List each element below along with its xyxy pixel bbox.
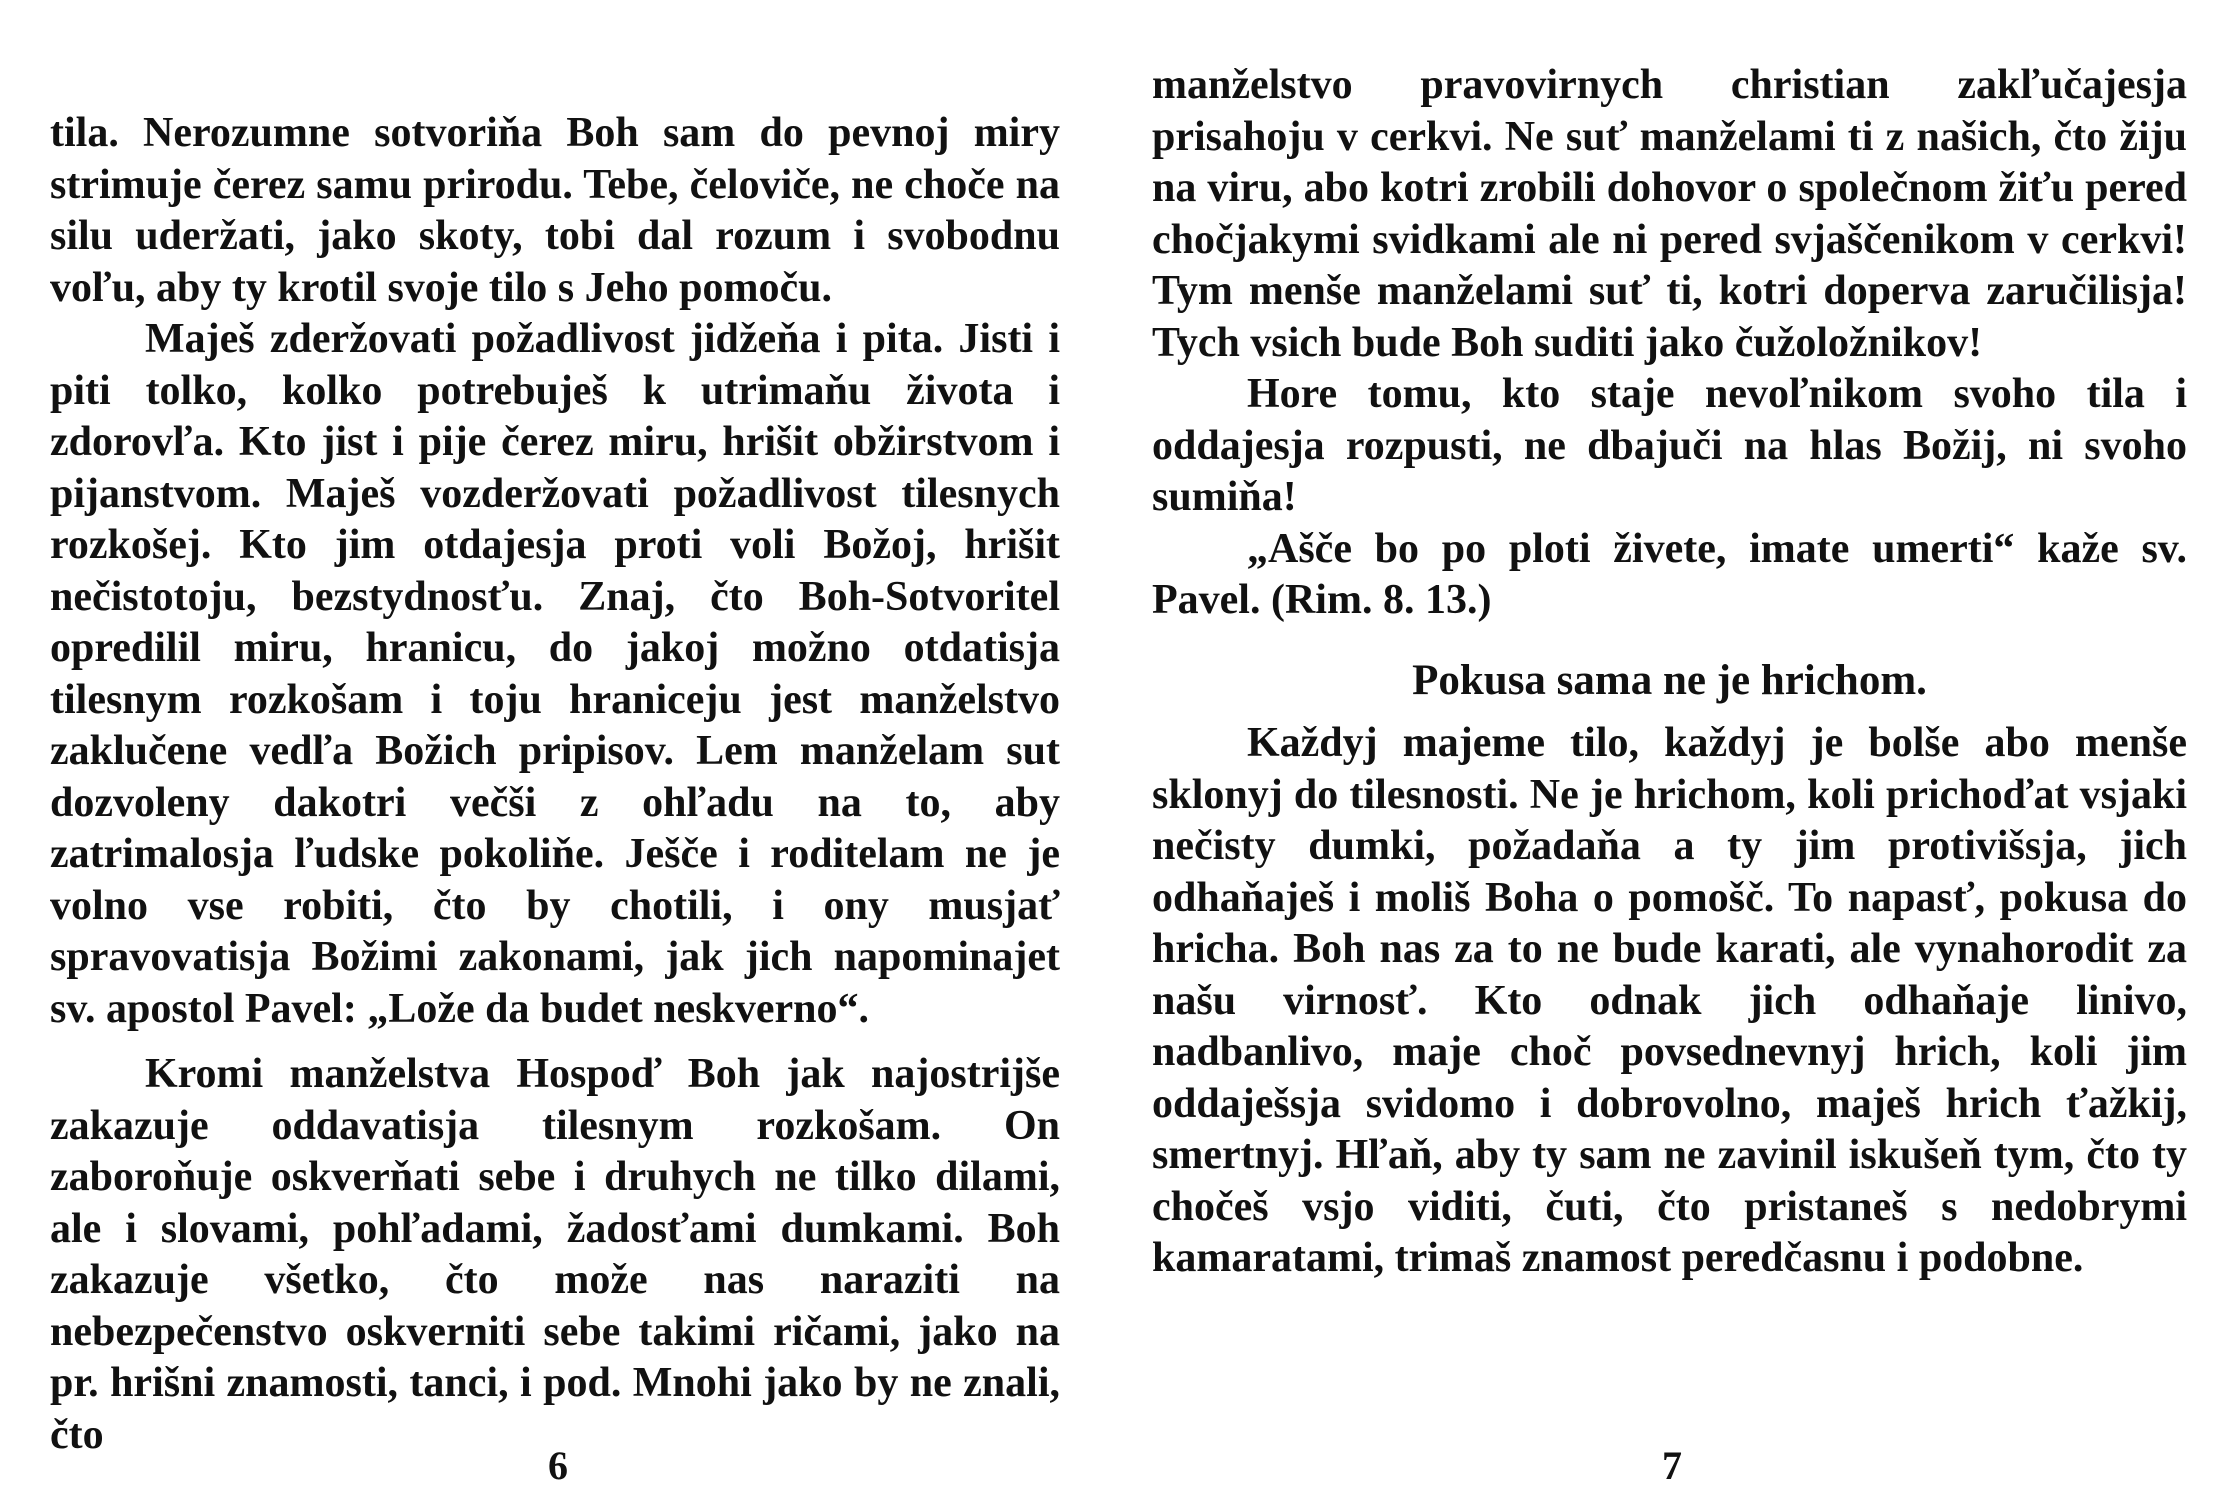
- section-heading: Pokusa sama ne je hrichom.: [1412, 656, 1927, 704]
- paragraph: tila. Nerozumne sotvoriňa Boh sam do pevnoj miry strimuje čerez samu prirodu. Tebe, čeloviče, ne choče na silu uderžati, jako skoty, tobi dal rozum i svobodnu voľu, aby ty krotil svoje tilo s Jeho pomoču.: [50, 110, 1060, 311]
- paragraph: „Ašče bo po ploti živete, imate umerti“ kaže sv. Pavel. (Rim. 8. 13.): [1152, 525, 2187, 623]
- paragraph: Maješ zderžovati požadlivost jidžeňa i pita. Jisti i piti tolko, kolko potrebuješ k utrimaňu života i zdorovľa. Kto jist i pije čerez miru, hrišit obžirstvom i pijanstvom. Maješ vozderžovati požadlivost tilesnych rozkošej. Kto jim otdajesja proti voli Božoj, hrišit nečistotoju, bezstydnosťu. Znaj, čto Boh-Sotvoritel opredilil miru, hranicu, do jakoj možno otdatisja tilesnym rozkošam i toju hraniceju jest manželstvo zaklučene vedľa Božich pripisov. Lem manželam sut dozvoleny dakotri večši z ohľadu na to, aby zatrimalosja ľudske pokoliňe. Ješče i roditelam ne je volno vse robiti, čto by chotili, i ony musjať spravovatisja Božimi zakonami, jak jich napominajet sv. apostol Pavel: „Lože da budet neskverno“.: [50, 316, 1060, 1032]
- paragraph: manželstvo pravovirnych christian zakľučajesja prisahoju v cerkvi. Ne suť manželami ti z našich, čto žiju na viru, abo kotri zrobili dohovor o společnom žiťu pered chočjakymi svidkami ale ni pered svjaščenikom v cerkvi! Tym menše manželami suť ti, kotri doperva zaručilisja! Tych vsich bude Boh suditi jako čužoložnikov!: [1152, 62, 2187, 366]
- paragraph: Každyj majeme tilo, každyj je bolše abo menše sklonyj do tilesnosti. Ne je hrichom, koli prichoďat vsjaki nečisty dumki, požadaňa a ty jim protivišsja, jich odhaňaješ i moliš Boha o pomošč. To napasť, pokusa do hricha. Boh nas za to ne bude karati, ale vynahorodit za našu virnosť. Kto odnak jich odhaňaje linivo, nadbanlivo, maje choč povsednevnyj hrich, koli jim oddaješsja svidomo i dobrovolno, maješ hrich ťažkij, smertnyj. Hľaň, aby ty sam ne zavinil iskušeň tym, čto ty chočeš vsjo viditi, čuti, čto pristaneš s nedobrymi kamaratami, trimaš znamost peredčasnu i podobne.: [1152, 720, 2187, 1281]
- paragraph: Kromi manželstva Hospoď Boh jak najostrijše zakazuje oddavatisja tilesnym rozkošam. On zaboroňuje oskverňati sebe i druhych ne tilko dilami, ale i slovami, pohľadami, žadosťami dumkami. Boh zakazuje všetko, čto može nas naraziti na nebezpečenstvo oskverniti sebe takimi ričami, jako na pr. hrišni znamosti, tanci, i pod. Mnohi jako by ne znali, čto: [50, 1051, 1060, 1458]
- right-page: [1109, 0, 2218, 1500]
- page-number: 6: [548, 1443, 568, 1488]
- left-page-text: [50, 108, 1060, 1461]
- paragraph: Hore tomu, kto staje nevoľnikom svoho tila i oddajesja rozpusti, ne dbajuči na hlas Božij, ni svoho sumiňa!: [1152, 371, 2187, 520]
- page-number: 7: [1662, 1443, 1682, 1488]
- right-page-text: [1152, 60, 2187, 1285]
